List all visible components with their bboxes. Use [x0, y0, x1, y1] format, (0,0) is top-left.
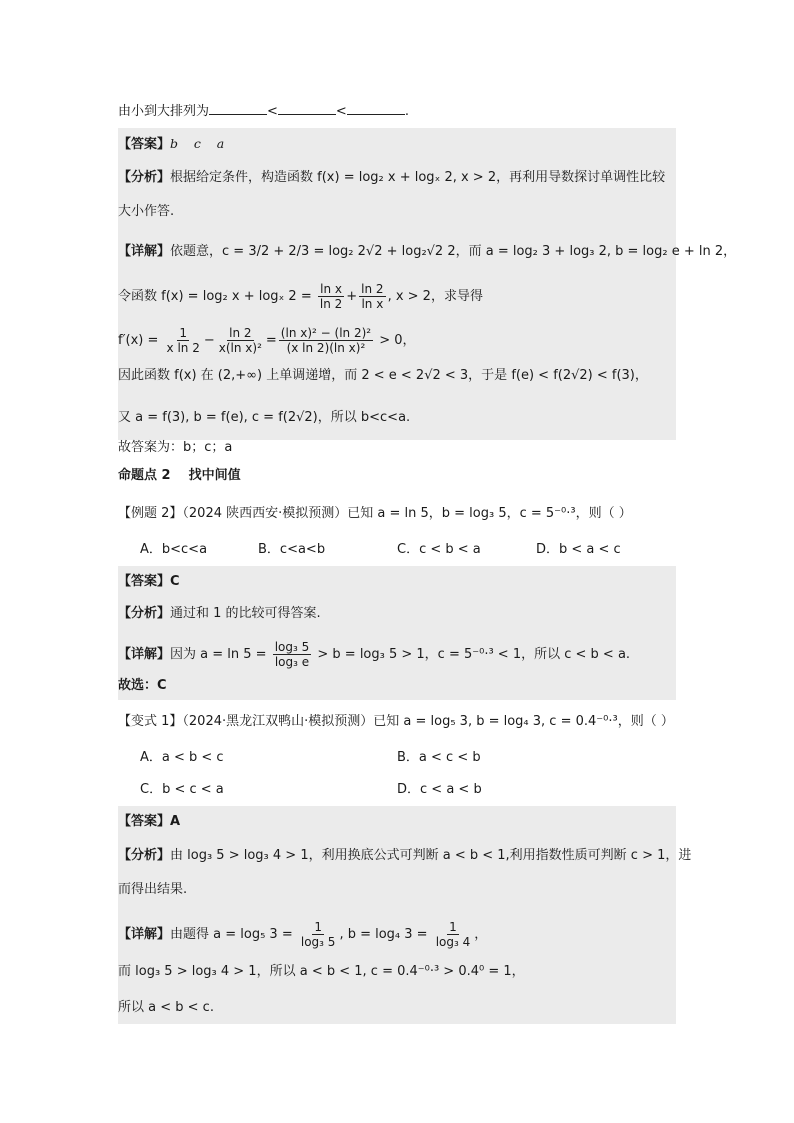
q2-detail: 【详解】因为 a = ln 5 = $\frac{\text{log₃ 5}}{\text{log₃ e}}$ > b = log₃ 5 > 1，c = 5⁻⁰·³ < 1，所以 c < b < a.	[118, 640, 631, 669]
q1-detail-line-4: 因此函数 f(x) 在 (2,+∞) 上单调递增，而 2 < e < 2√2 < 3，于是 f(e) < f(2√2) < f(3)，	[118, 368, 648, 383]
fraction: $\frac{\ln 2}{\text{ln x}}$	[361, 282, 384, 311]
less-than-1: <	[267, 104, 278, 119]
answer-blank-1	[209, 102, 267, 115]
intro-text: 由小到大排列为	[118, 104, 210, 119]
q2-stem: 【例题 2】（2024 陕西西安·模拟预测）已知 a = ln 5，b = log₃ 5，c = 5⁻⁰·³，则（ ）	[118, 506, 632, 521]
q2-option-c: C．c < b < a	[397, 542, 481, 557]
q2-conclusion: 故选：C	[118, 678, 167, 693]
less-than-2: <	[335, 104, 347, 119]
q3-option-c: C．b < c < a	[140, 782, 224, 797]
fraction: $\frac{\ln 2}{\text{x(ln x)²}}$	[218, 326, 262, 355]
answer-blank-3	[347, 102, 405, 115]
q3-stem: 【变式 1】（2024·黑龙江双鸭山·模拟预测）已知 a = log₅ 3, b = log₄ 3, c = 0.4⁻⁰·³，则（ ）	[118, 714, 674, 729]
fraction: $\frac{\text{log₃ 5}}{\text{log₃ e}}$	[274, 640, 310, 669]
fraction: $\frac{\text{ln x}}{\ln 2}$	[319, 282, 343, 311]
fraction: $\frac{1}{\text{x ln 2}}$	[166, 326, 200, 355]
q3-detail-line-1: 【详解】由题得 a = log₅ 3 = $\frac{1}{\text{log₃ 5}}$ , b = log₄ 3 = $\frac{1}{\text{log₃ 4}}$ ，	[118, 920, 488, 949]
q2-option-b: B．c<a<b	[258, 542, 326, 557]
fraction: $\frac{1}{\text{log₃ 4}}$	[435, 920, 471, 949]
answer-blank-2	[278, 102, 336, 115]
q2-analysis: 【分析】通过和 1 的比较可得答案.	[118, 606, 321, 621]
q1-detail-line-1: 【详解】依题意，c = 3/2 + 2/3 = log₂ 2√2 + log₂√2 2，而 a = log₂ 3 + log₃ 2, b = log₂ e + ln 2，	[118, 244, 737, 259]
q3-option-a: A．a < b < c	[140, 750, 224, 765]
fraction: $\frac{1}{\text{log₃ 5}}$	[300, 920, 336, 949]
fraction: $\frac{\text{(ln x)² − (ln 2)²}}{\text{(x ln 2)(ln x)²}}$	[280, 326, 372, 355]
q1-analysis-line-2: 大小作答.	[118, 204, 175, 219]
intro-end: .	[404, 104, 409, 119]
q3-answer: 【答案】A	[118, 814, 181, 829]
q3-analysis-line-2: 而得出结果.	[118, 882, 188, 897]
q1-detail-line-3: f′(x) = $\frac{1}{\text{x ln 2}}$ − $\frac{\ln 2}{\text{x(ln x)²}}$ = $\frac{\text{(ln x)² − (ln 2)²}}{\text{(x ln 2)(ln x)²}}$ > 0，	[118, 326, 416, 355]
q1-conclusion: 故答案为：b；c；a	[118, 440, 233, 455]
q1-analysis-line-1: 【分析】根据给定条件，构造函数 f(x) = log₂ x + logₓ 2, x > 2，再利用导数探讨单调性比较	[118, 170, 666, 185]
solution-block-2	[118, 566, 676, 700]
solution-block-3	[118, 806, 676, 1024]
q2-answer: 【答案】C	[118, 574, 180, 589]
q1-detail-line-5: 又 a = f(3), b = f(e), c = f(2√2)，所以 b<c<a.	[118, 410, 411, 425]
q2-option-d: D．b < a < c	[536, 542, 621, 557]
q3-analysis-line-1: 【分析】由 log₃ 5 > log₃ 4 > 1，利用换底公式可判断 a < b < 1,利用指数性质可判断 c > 1，进	[118, 848, 692, 863]
q3-detail-line-2: 而 log₃ 5 > log₃ 4 > 1，所以 a < b < 1, c = 0.4⁻⁰·³ > 0.4⁰ = 1，	[118, 964, 525, 979]
q3-detail-line-3: 所以 a < b < c.	[118, 1000, 214, 1015]
q1-answer: 【答案】b c a	[118, 136, 225, 152]
q2-option-a: A．b<c<a	[140, 542, 208, 557]
q3-option-b: B．a < c < b	[397, 750, 481, 765]
q1-detail-line-2: 令函数 f(x) = log₂ x + logₓ 2 = $\frac{\text{ln x}}{\ln 2}$ + $\frac{\ln 2}{\text{ln x}}$ , x > 2，求导得	[118, 282, 483, 311]
topic-heading: 命题点 2 找中间值	[118, 468, 241, 483]
q3-option-d: D．c < a < b	[397, 782, 482, 797]
intro-line	[118, 102, 409, 122]
